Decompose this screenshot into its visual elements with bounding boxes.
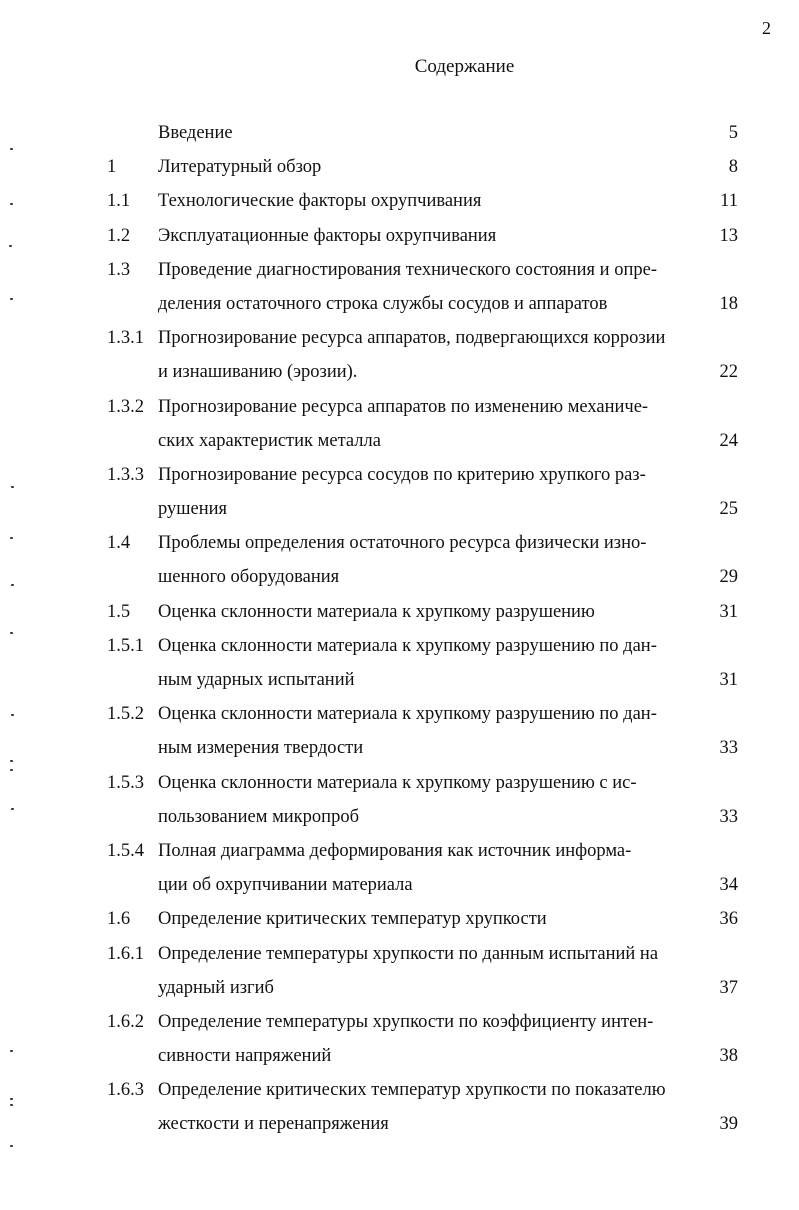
toc-line (0, 1007, 799, 1041)
toc-entry (0, 255, 799, 323)
toc-entry (0, 597, 799, 631)
toc-entry-page: 24 (719, 430, 738, 451)
toc-entry-page: 33 (719, 806, 738, 827)
toc-entry (0, 323, 799, 391)
page-title: Содержание (414, 56, 515, 77)
toc-entry-text: Введение (158, 123, 233, 143)
toc-entry (0, 528, 799, 596)
toc-line (0, 426, 799, 460)
toc-entry-number: 1.6 (107, 909, 131, 930)
toc-entry-number: 1.1 (107, 191, 131, 212)
toc-entry-page: 11 (720, 191, 738, 212)
toc-entry-page: 36 (719, 909, 738, 930)
toc-entry-page: 5 (728, 123, 738, 143)
toc-line (0, 939, 799, 973)
toc-entry-text: ских характеристик металла (158, 430, 381, 451)
toc-entry-text: Прогнозирование ресурса аппаратов по изменению механиче- (158, 396, 649, 417)
toc-entry-page: 31 (719, 601, 738, 622)
toc-entry-number: 1.6.2 (107, 1011, 144, 1032)
toc-entry-text: Оценка склонности материала к хрупкому разрушению с ис- (158, 772, 637, 793)
toc-entry (0, 939, 799, 1007)
toc-entry-number: 1.3.3 (107, 464, 144, 485)
toc-line (0, 118, 799, 152)
toc-entry-text: Литературный обзор (158, 157, 322, 178)
toc-entry (0, 1075, 799, 1143)
toc-entry-text: пользованием микропроб (158, 806, 359, 827)
toc-entry-text: сивности напряжений (158, 1046, 332, 1067)
toc-entry-text: Технологические факторы охрупчивания (158, 191, 482, 212)
toc-entry-text: Оценка склонности материала к хрупкому разрушению (158, 601, 595, 622)
toc-line (0, 323, 799, 357)
toc-line (0, 802, 799, 836)
toc-entry-text: Оценка склонности материала к хрупкому разрушению по дан- (158, 704, 657, 725)
toc-entry-page: 31 (719, 670, 738, 690)
toc-entry-text: жесткости и перенапряжения (158, 1114, 389, 1135)
toc-line (0, 357, 799, 391)
toc-entry (0, 118, 799, 152)
toc-entry-number: 1 (107, 157, 117, 178)
toc-entry-number: 1.2 (107, 225, 131, 246)
toc-entry-text: Определение критических температур хрупкости (158, 909, 547, 930)
toc-line (0, 1109, 799, 1143)
toc-line (0, 221, 799, 255)
toc-entry-page: 25 (719, 499, 738, 520)
toc-entry-number: 1.3.2 (107, 396, 144, 417)
toc-entry-number: 1.3.1 (107, 328, 144, 349)
toc-entry (0, 460, 799, 528)
page-number: 2 (762, 18, 771, 38)
toc-entry-number: 1.5.2 (107, 704, 144, 725)
toc-entry (0, 768, 799, 836)
toc-entry-page: 33 (719, 738, 738, 759)
toc-entry-page: 38 (719, 1046, 738, 1067)
table-of-contents (0, 118, 799, 1144)
toc-entry-page: 13 (719, 225, 738, 246)
toc-entry-text: Определение температуры хрупкости по коэффициенту интен- (158, 1011, 654, 1032)
toc-entry-number: 1.5.3 (107, 772, 144, 793)
toc-entry-text: ным ударных испытаний (158, 670, 355, 690)
toc-line (0, 186, 799, 220)
toc-line (0, 255, 799, 289)
toc-entry-page: 37 (719, 977, 738, 998)
toc-line (0, 973, 799, 1007)
toc-line (0, 289, 799, 323)
toc-entry-page: 22 (719, 362, 738, 383)
toc-entry-text: Проведение диагностирования технического состояния и опре- (158, 259, 657, 280)
toc-entry-number: 1.3 (107, 259, 131, 280)
toc-line (0, 152, 799, 186)
toc-entry-text: Оценка склонности материала к хрупкому разрушению по дан- (158, 635, 657, 656)
toc-entry-number: 1.5 (107, 601, 131, 622)
toc-entry (0, 631, 799, 699)
toc-line (0, 665, 799, 699)
toc-line (0, 768, 799, 802)
toc-line (0, 597, 799, 631)
toc-line (0, 528, 799, 562)
toc-entry-text: ударный изгиб (158, 977, 274, 998)
toc-entry-text: ным измерения твердости (158, 738, 364, 759)
toc-entry (0, 904, 799, 938)
toc-line (0, 904, 799, 938)
toc-entry (0, 1007, 799, 1075)
toc-entry-text: шенного оборудования (158, 567, 340, 588)
toc-entry-number: 1.5.1 (107, 635, 144, 656)
toc-entry-text: рушения (158, 499, 228, 520)
toc-entry-text: и изнашиванию (эрозии). (158, 362, 358, 383)
toc-entry-number: 1.4 (107, 533, 131, 554)
toc-line (0, 460, 799, 494)
toc-entry (0, 392, 799, 460)
toc-line (0, 870, 799, 904)
toc-line (0, 1075, 799, 1109)
toc-entry-text: Определение температуры хрупкости по данным испытаний на (158, 943, 659, 964)
toc-entry-text: Определение критических температур хрупкости по показателю (158, 1080, 666, 1101)
toc-line (0, 733, 799, 767)
toc-entry-text: Полная диаграмма деформирования как источник информа- (158, 840, 632, 861)
toc-entry-number: 1.6.1 (107, 943, 144, 964)
toc-entry-page: 18 (719, 293, 738, 314)
toc-entry-text: Прогнозирование ресурса сосудов по критерию хрупкого раз- (158, 464, 646, 485)
toc-line (0, 392, 799, 426)
toc-entry-text: ции об охрупчивании материала (158, 875, 413, 896)
toc-entry-page: 39 (719, 1114, 738, 1135)
toc-entry-page: 34 (719, 875, 738, 896)
toc-entry (0, 152, 799, 186)
toc-line (0, 631, 799, 665)
toc-line (0, 1041, 799, 1075)
toc-entry-number: 1.6.3 (107, 1080, 144, 1101)
toc-entry-text: деления остаточного строка службы сосудов и аппаратов (158, 293, 608, 314)
toc-entry-text: Прогнозирование ресурса аппаратов, подвергающихся коррозии (158, 328, 666, 349)
toc-entry (0, 699, 799, 767)
toc-line (0, 699, 799, 733)
toc-entry-page: 8 (728, 157, 738, 178)
toc-entry (0, 221, 799, 255)
toc-entry (0, 186, 799, 220)
toc-entry-page: 29 (719, 567, 738, 588)
toc-line (0, 494, 799, 528)
toc-entry-text: Эксплуатационные факторы охрупчивания (158, 225, 497, 246)
toc-entry-text: Проблемы определения остаточного ресурса физически изно- (158, 533, 647, 554)
toc-entry (0, 836, 799, 904)
toc-entry-number: 1.5.4 (107, 840, 144, 861)
toc-line (0, 836, 799, 870)
toc-line (0, 562, 799, 596)
